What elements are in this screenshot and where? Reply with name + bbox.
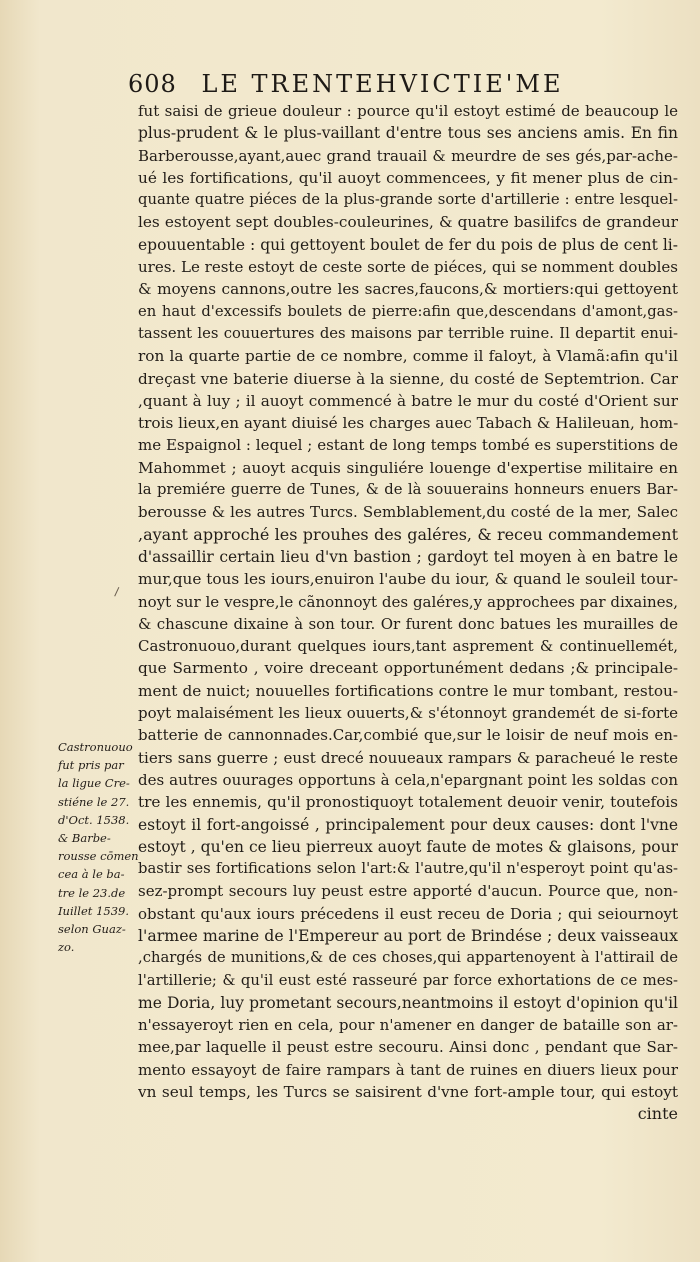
text-line: Mahommet ; auoyt acquis singuliére louenge d'expertise militaire en [138, 458, 678, 477]
text-line: les estoyent sept doubles-couleurines, & quatre basilifcs de grandeur [138, 213, 678, 232]
text-line: cinte [637, 1104, 678, 1124]
text-line: quante quatre piéces de la plus-grande sorte d'artillerie : entre lesquel- [138, 191, 678, 209]
text-line: trois lieux,en ayant diuisé les charges auec Tabach & Halileuan, hom- [138, 414, 678, 433]
text-line: sez-prompt secours luy peust estre apporté d'aucun. Pource que, non- [138, 882, 678, 901]
text-line: tassent les couuertures des maisons par terrible ruine. Il departit enui- [138, 324, 678, 342]
text-line: ,chargés de munitions,& de ces choses,qui appartenoyent à l'attirail de [138, 949, 678, 967]
text-line: dreçast vne baterie diuerse à la sienne, du costé de Septemtrion. Car [138, 369, 678, 388]
text-line: ,ayant approché les prouhes des galéres, & receu commandement [138, 524, 678, 544]
text-line: vn seul temps, les Turcs se saisirent d'vne fort-ample tour, qui estoyt [138, 1083, 678, 1102]
running-header [128, 70, 668, 98]
body-text-block [138, 100, 678, 1126]
text-line: en haut d'excessifs boulets de pierre:afin que,descendans d'amont,gas- [138, 302, 678, 320]
text-line: poyt malaisément les lieux ouuerts,& s'étonnoyt grandemét de si-forte [138, 704, 678, 723]
margin-note-line: Castronuouo [58, 740, 133, 754]
text-line: me Doria, luy prometant secours,neantmoins il estoyt d'opinion qu'il [138, 993, 678, 1012]
margin-tick-mark [114, 587, 125, 599]
text-line: Barberousse,ayant,auec grand trauail & meurdre de ses gés,par-ache- [138, 146, 678, 165]
text-line: obstant qu'aux iours précedens il eust receu de Doria ; qui seiournoyt [138, 904, 678, 923]
margin-note-line: d'Oct. 1538. [58, 812, 130, 827]
running-title: LE TRENTEHVICTIE'ME [201, 70, 564, 98]
margin-note-line: zo. [58, 940, 75, 955]
text-line: que Sarmento , voire dreceant opportunément dedans ;& principale- [138, 659, 678, 678]
text-line: estoyt il fort-angoissé , principalement pour deux causes: dont l'vne [138, 815, 678, 834]
margin-note-line: & Barbe- [58, 831, 111, 846]
margin-note-line: la ligue Cre- [58, 776, 130, 791]
text-line: bastir ses fortifications selon l'art:& l'autre,qu'il n'esperoyt point qu'as- [138, 860, 678, 878]
text-line: plus-prudent & le plus-vaillant d'entre tous ses anciens amis. En fin [138, 124, 678, 143]
text-line: ué les fortifications, qu'il auoyt commencees, y fit mener plus de cin- [138, 168, 678, 187]
text-line: d'assaillir certain lieu d'vn bastion ; gardoyt tel moyen à en batre le [138, 547, 678, 566]
text-line: ron la quarte partie de ce nombre, comme il faloyt, à Vlamã:afin qu'il [138, 347, 678, 366]
text-line: me Espaignol : lequel ; estant de long temps tombé es superstitions de [138, 436, 678, 455]
text-line: mur,que tous les iours,enuiron l'aube du iour, & quand le souleil tour- [138, 570, 678, 589]
text-line: tre les ennemis, qu'il pronostiquoyt totalement deuoir venir, toutefois [138, 793, 678, 812]
margin-note-line: rousse cōmen [58, 849, 139, 864]
text-line: l'armee marine de l'Empereur au port de Brindése ; deux vaisseaux [138, 925, 678, 945]
text-line: ,quant à luy ; il auoyt commencé à batre le mur du costé d'Orient sur [138, 391, 678, 410]
margin-note-line: cea à le ba- [58, 867, 125, 882]
text-line: noyt sur le vespre,le cãnonnoyt des galéres,y approchees par dixaines, [138, 592, 678, 611]
margin-note-line: selon Guaz- [58, 922, 126, 937]
margin-note-line: tre le 23.de [58, 885, 126, 900]
margin-note-line: fut pris par [58, 758, 124, 773]
text-line: n'essayeroyt rien en cela, pour n'amener en danger de bataille son ar- [138, 1016, 678, 1035]
text-line: Castronuouo,durant quelques iours,tant asprement & continuellemét, [138, 637, 678, 656]
text-line: & chascune dixaine à son tour. Or furent donc batues les murailles de [138, 614, 678, 633]
text-line: & moyens cannons,outre les sacres,faucons,& mortiers:qui gettoyent [138, 280, 678, 299]
text-line: fut saisi de grieue douleur : pource qu'il estoyt estimé de beaucoup le [138, 102, 678, 120]
margin-note-line: stiéne le 27. [58, 794, 130, 809]
text-line: la premiére guerre de Tunes, & de là souuerains honneurs enuers Bar- [138, 481, 678, 499]
text-line: mento essayoyt de faire rampars à tant de ruines en diuers lieux pour [138, 1060, 678, 1079]
text-line: ures. Le reste estoyt de ceste sorte de piéces, qui se nomment doubles [138, 258, 678, 277]
text-line: epouuentable : qui gettoyent boulet de fer du pois de plus de cent li- [138, 235, 678, 254]
text-line: batterie de cannonnades.Car,combié que,sur le loisir de neuf mois en- [138, 726, 678, 745]
page-number: 608 [128, 70, 177, 98]
text-line: des autres ouurages opportuns à cela,n'epargnant point les soldas con [138, 770, 678, 789]
text-line: berousse & les autres Turcs. Semblablement,du costé de la mer, Salec [138, 503, 678, 522]
text-line: tiers sans guerre ; eust drecé nouueaux rampars & paracheué le reste [138, 748, 678, 767]
margin-note-line: Iuillet 1539. [58, 903, 129, 918]
margin-note [58, 738, 142, 956]
text-line: ment de nuict; nouuelles fortifications contre le mur tombant, restou- [138, 681, 678, 700]
text-line: mee,par laquelle il peust estre secouru. Ainsi donc , pendant que Sar- [138, 1038, 678, 1057]
text-line: l'artillerie; & qu'il eust esté rasseuré par force exhortations de ce mes- [138, 971, 678, 989]
text-line: estoyt , qu'en ce lieu pierreux auoyt faute de motes & glaisons, pour [138, 837, 678, 856]
